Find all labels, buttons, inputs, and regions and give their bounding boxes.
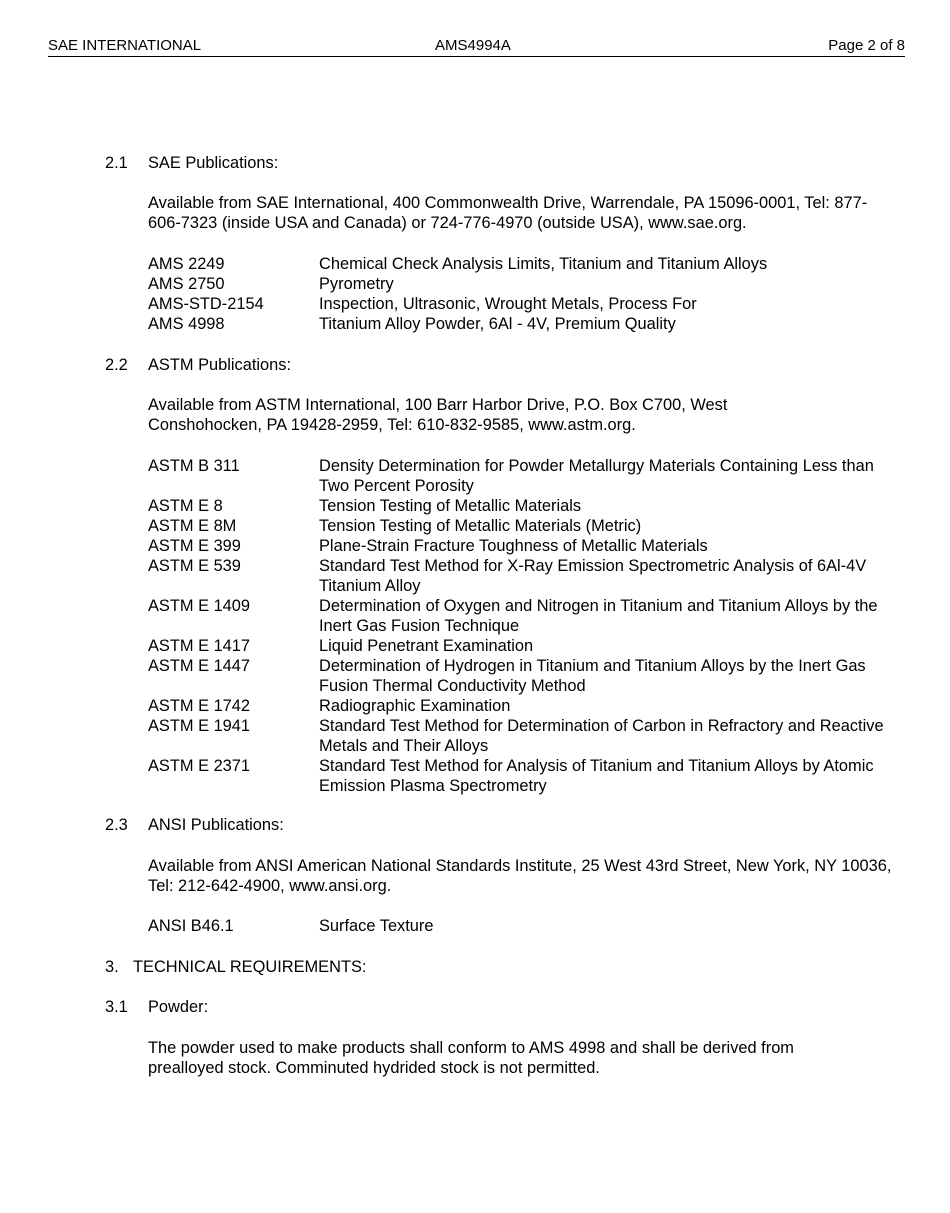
reference-code: AMS 2249 <box>148 255 225 273</box>
reference-title: Plane-Strain Fracture Toughness of Metallic Materials <box>319 537 708 555</box>
section-3-1-body: The powder used to make products shall conform to AMS 4998 and shall be derived from prealloyed stock. Comminuted hydrided stock is not permitted. <box>148 1039 794 1077</box>
reference-code: ASTM E 1941 <box>148 717 251 735</box>
reference-row <box>148 314 908 334</box>
section-2-1-number: 2.1 <box>105 154 128 172</box>
section-3-1-title: Powder: <box>148 998 209 1016</box>
reference-row <box>148 456 908 496</box>
reference-title: Radiographic Examination <box>319 697 511 715</box>
reference-code: AMS-STD-2154 <box>148 295 264 313</box>
reference-title: Determination of Hydrogen in Titanium and Titanium Alloys by the Inert Gas Fusion Thermal Conductivity Method <box>319 657 866 695</box>
reference-title: Tension Testing of Metallic Materials <box>319 497 582 515</box>
section-3-title: TECHNICAL REQUIREMENTS: <box>133 958 367 976</box>
page-header <box>48 36 905 57</box>
reference-code: AMS 2750 <box>148 275 225 293</box>
reference-code: ASTM E 8 <box>148 497 223 515</box>
reference-row <box>148 756 908 796</box>
reference-code: ASTM E 1409 <box>148 597 251 615</box>
reference-code: ASTM E 2371 <box>148 757 251 775</box>
reference-title: Surface Texture <box>319 917 434 935</box>
reference-row <box>148 596 908 636</box>
section-2-2-number: 2.2 <box>105 356 128 374</box>
reference-code: ASTM E 1447 <box>148 657 251 675</box>
reference-code: ASTM E 1417 <box>148 637 251 655</box>
section-2-3-number: 2.3 <box>105 816 128 834</box>
reference-row <box>148 916 908 936</box>
section-2-2-title: ASTM Publications: <box>148 356 292 374</box>
section-3-number: 3. <box>105 958 119 976</box>
reference-row <box>148 656 908 696</box>
section-2-1-title: SAE Publications: <box>148 154 279 172</box>
reference-title: Standard Test Method for Determination of Carbon in Refractory and Reactive Metals and Their Alloys <box>319 717 884 755</box>
reference-row <box>148 696 908 716</box>
reference-title: Chemical Check Analysis Limits, Titanium and Titanium Alloys <box>319 255 768 273</box>
section-2-1-availability: Available from SAE International, 400 Commonwealth Drive, Warrendale, PA 15096-0001, Tel: 877-606-7323 (inside USA and Canada) or 724-776-4970 (outside USA), www.sae.org. <box>148 194 868 232</box>
reference-row <box>148 636 908 656</box>
reference-row <box>148 294 908 314</box>
reference-row <box>148 516 908 536</box>
header-organization: SAE INTERNATIONAL <box>48 37 202 54</box>
section-2-3-title: ANSI Publications: <box>148 816 284 834</box>
reference-title: Titanium Alloy Powder, 6Al - 4V, Premium Quality <box>319 315 676 333</box>
reference-code: AMS 4998 <box>148 315 225 333</box>
reference-title: Density Determination for Powder Metallurgy Materials Containing Less than Two Percent Porosity <box>319 457 874 495</box>
reference-code: ASTM E 8M <box>148 517 237 535</box>
astm-reference-list <box>148 456 908 796</box>
reference-code: ASTM B 311 <box>148 457 240 475</box>
header-page-number: Page 2 of 8 <box>828 37 905 54</box>
reference-title: Determination of Oxygen and Nitrogen in Titanium and Titanium Alloys by the Inert Gas Fusion Technique <box>319 597 878 635</box>
reference-row <box>148 496 908 516</box>
reference-row <box>148 536 908 556</box>
reference-row <box>148 716 908 756</box>
header-document-number: AMS4994A <box>435 37 511 54</box>
ansi-reference-list <box>148 916 908 936</box>
reference-title: Tension Testing of Metallic Materials (Metric) <box>319 517 642 535</box>
section-2-3-availability: Available from ANSI American National Standards Institute, 25 West 43rd Street, New York, NY 10036, Tel: 212-642-4900, www.ansi.org. <box>148 857 892 895</box>
section-3-1-number: 3.1 <box>105 998 128 1016</box>
reference-title: Liquid Penetrant Examination <box>319 637 534 655</box>
reference-code: ASTM E 1742 <box>148 697 251 715</box>
reference-title: Pyrometry <box>319 275 394 293</box>
reference-code: ASTM E 399 <box>148 537 241 555</box>
reference-row <box>148 274 908 294</box>
reference-code: ASTM E 539 <box>148 557 241 575</box>
section-2-2-availability: Available from ASTM International, 100 Barr Harbor Drive, P.O. Box C700, West Conshohocken, PA 19428-2959, Tel: 610-832-9585, www.astm.org. <box>148 396 728 434</box>
reference-title: Inspection, Ultrasonic, Wrought Metals, Process For <box>319 295 697 313</box>
reference-row <box>148 556 908 596</box>
reference-code: ANSI B46.1 <box>148 917 234 935</box>
reference-row <box>148 254 908 274</box>
sae-reference-list <box>148 254 908 334</box>
reference-title: Standard Test Method for Analysis of Titanium and Titanium Alloys by Atomic Emission Plasma Spectrometry <box>319 757 874 795</box>
reference-title: Standard Test Method for X-Ray Emission Spectrometric Analysis of 6Al-4V Titanium Alloy <box>319 557 867 595</box>
